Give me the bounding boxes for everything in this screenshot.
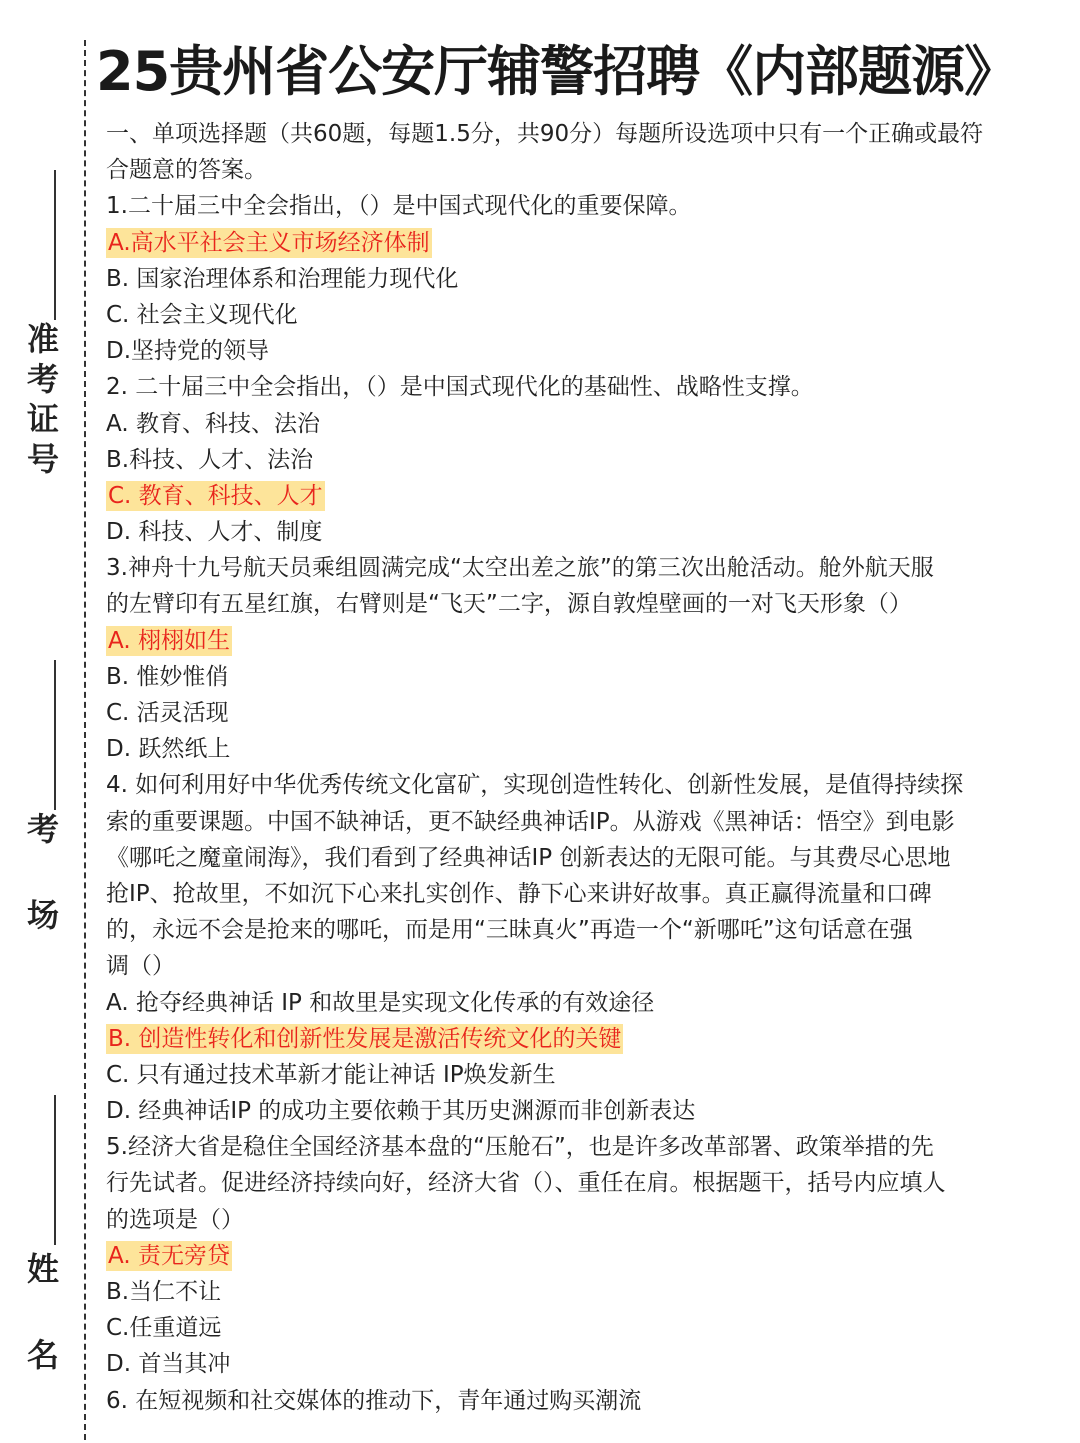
text-line	[106, 1346, 1070, 1382]
line-text: B.当仁不让	[106, 1279, 222, 1305]
text-line	[106, 912, 1070, 948]
line-text: 的选项是（）	[106, 1206, 244, 1233]
text-line	[106, 1165, 1070, 1201]
line-text: B. 国家治理体系和治理能力现代化	[106, 265, 459, 292]
text-line	[106, 804, 1070, 840]
text-line	[106, 767, 1070, 803]
text-line	[106, 1057, 1070, 1093]
binding-dashed-line	[84, 40, 86, 1440]
name-label: 姓 名	[22, 1252, 60, 1378]
text-line	[106, 1129, 1070, 1165]
line-text: 3.神舟十九号航天员乘组圆满完成“太空出差之旅”的第三次出舱活动。舱外航天服	[106, 555, 934, 582]
text-line	[106, 695, 1070, 731]
answer-line	[106, 225, 1070, 261]
line-text: 行先试者。促进经济持续向好，经济大省（）、重任在肩。根据题干，括号内应填人	[106, 1170, 946, 1197]
line-text: 4. 如何利用好中华优秀传统文化富矿，实现创造性转化、创新性发展，是值得持续探	[106, 772, 964, 799]
line-text: D. 跃然纸上	[106, 736, 231, 763]
text-line	[106, 116, 1070, 152]
highlighted-answer-text: A.高水平社会主义市场经济体制	[108, 229, 430, 256]
page-title: 25贵州省公安厅辅警招聘《内部题源》	[96, 40, 1018, 103]
line-text: 6. 在短视频和社交媒体的推动下，青年通过购买潮流	[106, 1387, 642, 1414]
line-text: 索的重要课题。中国不缺神话，更不缺经典神话IP。从游戏《黑神话：悟空》到电影	[106, 808, 955, 835]
text-line	[106, 406, 1070, 442]
line-text: 合题意的答案。	[106, 157, 267, 184]
text-line	[106, 152, 1070, 188]
answer-line	[106, 1021, 1070, 1057]
line-text: C. 活灵活现	[106, 700, 229, 726]
highlighted-answer-text: A. 栩栩如生	[108, 627, 230, 654]
text-line	[106, 948, 1070, 984]
question-body	[106, 116, 1070, 1419]
line-text: 5.经济大省是稳住全国经济基本盘的“压舱石”，也是许多改革部署、政策举措的先	[106, 1134, 934, 1161]
text-line	[106, 550, 1070, 586]
text-line	[106, 731, 1070, 767]
line-text: 《哪吒之魔童闹海》，我们看到了经典神话IP 创新表达的无限可能。与其费尽心思地	[106, 844, 951, 871]
text-line	[106, 369, 1070, 405]
line-text: 1.二十届三中全会指出，（）是中国式现代化的重要保障。	[106, 193, 692, 220]
line-text: D.坚持党的领导	[106, 338, 270, 365]
text-line	[106, 514, 1070, 550]
text-line	[106, 1310, 1070, 1346]
highlighted-answer-text: A. 责无旁贷	[108, 1242, 230, 1269]
text-line	[106, 1202, 1070, 1238]
text-line	[106, 333, 1070, 369]
highlighted-answer-text: B. 创造性转化和创新性发展是激活传统文化的关键	[108, 1025, 622, 1052]
text-line	[106, 876, 1070, 912]
text-line	[106, 1093, 1070, 1129]
name-underline	[54, 1095, 56, 1245]
answer-line	[106, 478, 1070, 514]
line-text: A. 抢夺经典神话 IP 和故里是实现文化传承的有效途径	[106, 989, 655, 1016]
line-text: D. 科技、人才、制度	[106, 519, 323, 546]
answer-line	[106, 623, 1070, 659]
text-line	[106, 659, 1070, 695]
exam-id-underline	[54, 170, 56, 320]
text-line	[106, 442, 1070, 478]
text-line	[106, 188, 1070, 224]
line-text: B.科技、人才、法治	[106, 446, 314, 473]
exam-id-label: 准考证号	[22, 322, 60, 482]
exam-room-underline	[54, 660, 56, 810]
answer-line	[106, 1238, 1070, 1274]
line-text: C. 只有通过技术革新才能让神话 IP焕发新生	[106, 1061, 556, 1088]
line-text: 调（）	[106, 953, 175, 980]
line-text: 的左臂印有五星红旗，右臂则是“飞天”二字，源自敦煌壁画的一对飞天形象（）	[106, 591, 912, 618]
line-text: 抢IP、抢故里，不如沉下心来扎实创作、静下心来讲好故事。真正赢得流量和口碑	[106, 880, 932, 907]
line-text: D. 经典神话IP 的成功主要依赖于其历史渊源而非创新表达	[106, 1098, 696, 1125]
text-line	[106, 1274, 1070, 1310]
text-line	[106, 985, 1070, 1021]
line-text: D. 首当其冲	[106, 1351, 231, 1378]
line-text: 的，永远不会是抢来的哪吒，而是用“三昧真火”再造一个“新哪吒”这句话意在强	[106, 917, 913, 944]
line-text: B. 惟妙惟俏	[106, 663, 229, 690]
text-line	[106, 1383, 1070, 1419]
binding-margin	[0, 0, 92, 1443]
text-line	[106, 261, 1070, 297]
line-text: C. 社会主义现代化	[106, 301, 298, 328]
exam-room-label: 考 场	[22, 812, 60, 938]
line-text: 一、单项选择题（共60题，每题1.5分，共90分）每题所设选项中只有一个正确或最符	[106, 121, 984, 147]
text-line	[106, 586, 1070, 622]
text-line	[106, 297, 1070, 333]
text-line	[106, 840, 1070, 876]
highlighted-answer-text: C. 教育、科技、人才	[108, 482, 323, 509]
line-text: C.任重道远	[106, 1315, 222, 1342]
line-text: 2. 二十届三中全会指出，（）是中国式现代化的基础性、战略性支撑。	[106, 374, 814, 401]
line-text: A. 教育、科技、法治	[106, 410, 320, 437]
